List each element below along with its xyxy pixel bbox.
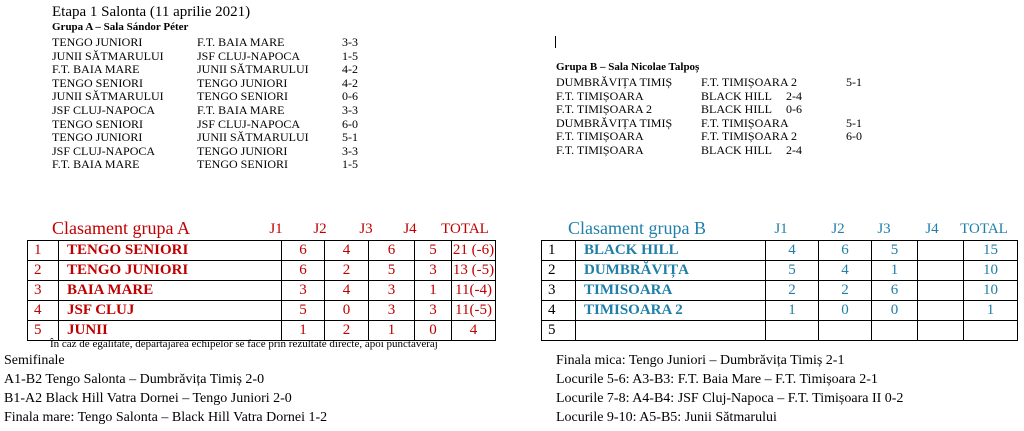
standings-a-table: [27, 240, 496, 341]
match-row: [52, 117, 382, 131]
table-row: [28, 301, 496, 321]
match-score: 1-5: [342, 157, 358, 172]
tiebreak-note: În caz de egalitate, departajarea echipelor se face prin rezultate directe, apoi punctaveraj: [50, 338, 438, 350]
match-away: F.T. TIMIȘOARA 2: [701, 129, 797, 144]
standings-b-header: TOTAL: [960, 221, 1008, 237]
match-score: 4-2: [342, 62, 358, 77]
match-row: [52, 157, 382, 171]
cell-j3: 6: [872, 281, 918, 301]
cell-j4: 5: [415, 241, 452, 261]
match-away: F.T. TIMIȘOARA: [701, 115, 789, 130]
match-away: JSF CLUJ-NAPOCA: [197, 116, 301, 131]
match-home: JUNII SĂTMARULUI: [52, 89, 164, 104]
cell-j1: 3: [282, 281, 325, 301]
standings-a-header: TOTAL: [441, 221, 489, 237]
group-b-heading: Grupa B – Sala Nicolae Talpoș: [556, 61, 700, 73]
match-away: TENGO JUNIORI: [197, 143, 288, 158]
table-row: [28, 241, 496, 261]
cell-j1: 5: [766, 261, 819, 281]
cell-j4: [918, 241, 964, 261]
cell-team: TENGO SENIORI: [59, 241, 282, 261]
match-row: [52, 76, 382, 90]
cell-j2: 2: [819, 281, 872, 301]
cell-j1: 5: [282, 301, 325, 321]
cell-rank: 4: [28, 301, 59, 321]
match-row: [556, 129, 876, 143]
cell-j2: 6: [819, 241, 872, 261]
match-score: 6-0: [846, 129, 862, 144]
cell-j3: 5: [369, 261, 415, 281]
match-score: 6-0: [342, 116, 358, 131]
cell-rank: 4: [542, 301, 576, 321]
cell-team: DUMBRĂVIȚA: [576, 261, 766, 281]
standings-a-header: J1: [269, 221, 283, 237]
match-score: 2-4: [786, 88, 802, 103]
cell-j4: 1: [415, 281, 452, 301]
table-row: [542, 261, 1018, 281]
cell-total: 10: [964, 281, 1018, 301]
match-away: BLACK HILL: [701, 102, 772, 117]
cell-j2: 4: [325, 241, 369, 261]
cell-rank: 3: [28, 281, 59, 301]
result-line: Locurile 9-10: A5-B5: Junii Sătmarului: [556, 410, 777, 425]
match-row: [556, 102, 876, 116]
match-home: F.T. BAIA MARE: [52, 62, 140, 77]
cell-rank: 3: [542, 281, 576, 301]
cell-total: 13 (-5): [452, 261, 496, 281]
match-score: 0-6: [786, 102, 802, 117]
match-away: F.T. BAIA MARE: [197, 35, 285, 49]
standings-a-header: J2: [313, 221, 327, 237]
match-score: 5-1: [342, 130, 358, 145]
match-row: [52, 130, 382, 144]
match-home: DUMBRĂVIȚA TIMIȘ: [556, 115, 673, 130]
match-home: TENGO JUNIORI: [52, 35, 143, 49]
cell-j2: 2: [325, 261, 369, 281]
cell-rank: 2: [28, 261, 59, 281]
standings-b-title: Clasament grupa B: [568, 218, 706, 238]
cell-j4: [918, 281, 964, 301]
match-home: TENGO SENIORI: [52, 116, 143, 131]
result-line: B1-A2 Black Hill Vatra Dornei – Tengo Juniori 2-0: [4, 391, 292, 406]
standings-b-header: J1: [774, 221, 788, 237]
match-row: [52, 35, 382, 49]
cell-j2: 4: [819, 261, 872, 281]
table-row: [542, 321, 1018, 341]
cell-total: 10: [964, 261, 1018, 281]
match-score: 0-6: [342, 89, 358, 104]
match-home: F.T. TIMIȘOARA: [556, 143, 644, 157]
match-away: TENGO JUNIORI: [197, 75, 288, 90]
cell-team: [576, 321, 766, 341]
group-a-heading: Grupa A – Sala Sándor Péter: [52, 21, 189, 33]
match-row: [556, 116, 876, 130]
cell-j1: 1: [766, 301, 819, 321]
cell-j3: 1: [872, 261, 918, 281]
match-row: [52, 89, 382, 103]
cell-j1: 1: [282, 321, 325, 341]
match-away: BLACK HILL: [701, 143, 772, 157]
cell-rank: 5: [542, 321, 576, 341]
standings-b-header: J3: [877, 221, 891, 237]
table-row: [28, 281, 496, 301]
cell-j2: 2: [325, 321, 369, 341]
result-line: Semifinale: [4, 353, 65, 368]
table-row: [542, 241, 1018, 261]
standings-b-header: J4: [925, 221, 939, 237]
match-home: JSF CLUJ-NAPOCA: [52, 103, 156, 117]
match-away: JUNII SĂTMARULUI: [197, 62, 309, 77]
cell-total: 15: [964, 241, 1018, 261]
cell-j1: 2: [766, 281, 819, 301]
table-row: [542, 301, 1018, 321]
result-line: Finala mare: Tengo Salonta – Black Hill Vatra Dornei 1-2: [4, 410, 328, 425]
standings-b-table: [541, 240, 1018, 341]
cell-total: 4: [452, 321, 496, 341]
standings-a-header: J4: [403, 221, 417, 237]
match-row: [52, 62, 382, 76]
page-title: Etapa 1 Salonta (11 aprilie 2021): [52, 4, 251, 20]
cell-team: BAIA MARE: [59, 281, 282, 301]
match-score: 3-3: [342, 103, 358, 117]
match-away: TENGO SENIORI: [197, 157, 288, 172]
cell-rank: 5: [28, 321, 59, 341]
match-row: [556, 143, 876, 157]
match-score: 3-3: [342, 35, 358, 49]
match-score: 2-4: [786, 143, 802, 157]
cell-rank: 1: [542, 241, 576, 261]
cell-total: 11(-4): [452, 281, 496, 301]
result-line: Locurile 7-8: A4-B4: JSF Cluj-Napoca – F.T. Timișoara II 0-2: [556, 391, 904, 406]
match-row: [52, 49, 382, 63]
match-home: F.T. BAIA MARE: [52, 157, 140, 172]
match-away: BLACK HILL: [701, 88, 772, 103]
match-score: 3-3: [342, 143, 358, 158]
table-row: [542, 281, 1018, 301]
cell-j4: 0: [415, 321, 452, 341]
cell-j4: [918, 301, 964, 321]
cell-total: 1: [964, 301, 1018, 321]
result-line: Locurile 5-6: A3-B3: F.T. Baia Mare – F.T. Timișoara 2-1: [556, 372, 878, 387]
cell-team: TIMISOARA: [576, 281, 766, 301]
match-home: JSF CLUJ-NAPOCA: [52, 143, 156, 158]
cell-j3: 5: [872, 241, 918, 261]
cell-j2: 0: [325, 301, 369, 321]
match-score: 1-5: [342, 48, 358, 63]
standings-b-header: J2: [831, 221, 845, 237]
text-cursor: [555, 36, 556, 48]
cell-total: 11(-5): [452, 301, 496, 321]
match-home: F.T. TIMIȘOARA 2: [556, 102, 652, 117]
match-away: F.T. TIMIȘOARA 2: [701, 75, 797, 89]
match-away: F.T. BAIA MARE: [197, 103, 285, 117]
match-score: 5-1: [846, 75, 862, 89]
cell-rank: 2: [542, 261, 576, 281]
cell-total: 21 (-6): [452, 241, 496, 261]
cell-rank: 1: [28, 241, 59, 261]
cell-team: JSF CLUJ: [59, 301, 282, 321]
match-home: F.T. TIMIȘOARA: [556, 129, 644, 144]
cell-j3: 3: [369, 301, 415, 321]
match-score: 4-2: [342, 75, 358, 90]
cell-team: BLACK HILL: [576, 241, 766, 261]
match-home: DUMBRĂVIȚA TIMIȘ: [556, 75, 673, 89]
cell-j1: 4: [766, 241, 819, 261]
result-line: A1-B2 Tengo Salonta – Dumbrăvița Timiș 2-0: [4, 372, 265, 387]
match-home: TENGO JUNIORI: [52, 130, 143, 145]
table-row: [28, 261, 496, 281]
cell-j2: 4: [325, 281, 369, 301]
cell-j1: 6: [282, 241, 325, 261]
match-home: JUNII SĂTMARULUI: [52, 48, 164, 63]
cell-j2: [819, 321, 872, 341]
cell-j4: 3: [415, 301, 452, 321]
cell-j3: 1: [369, 321, 415, 341]
cell-j3: [872, 321, 918, 341]
cell-team: TENGO JUNIORI: [59, 261, 282, 281]
cell-j3: 6: [369, 241, 415, 261]
standings-a-header: J3: [359, 221, 373, 237]
match-home: F.T. TIMIȘOARA: [556, 88, 644, 103]
match-away: JSF CLUJ-NAPOCA: [197, 48, 301, 63]
match-away: JUNII SĂTMARULUI: [197, 130, 309, 145]
cell-j4: 3: [415, 261, 452, 281]
match-row: [556, 75, 876, 89]
result-line: Finala mica: Tengo Juniori – Dumbrăvița Timiș 2-1: [556, 353, 845, 368]
cell-j2: 0: [819, 301, 872, 321]
cell-total: [964, 321, 1018, 341]
match-row: [52, 103, 382, 117]
cell-j4: [918, 261, 964, 281]
standings-a-title: Clasament grupa A: [52, 218, 190, 238]
cell-j1: [766, 321, 819, 341]
match-score: 5-1: [846, 115, 862, 130]
cell-team: TIMISOARA 2: [576, 301, 766, 321]
cell-team: JUNII: [59, 321, 282, 341]
match-row: [52, 144, 382, 158]
match-away: TENGO SENIORI: [197, 89, 288, 104]
cell-j4: [918, 321, 964, 341]
cell-j3: 0: [872, 301, 918, 321]
match-row: [556, 89, 876, 103]
match-home: TENGO SENIORI: [52, 75, 143, 90]
cell-j3: 3: [369, 281, 415, 301]
cell-j1: 6: [282, 261, 325, 281]
